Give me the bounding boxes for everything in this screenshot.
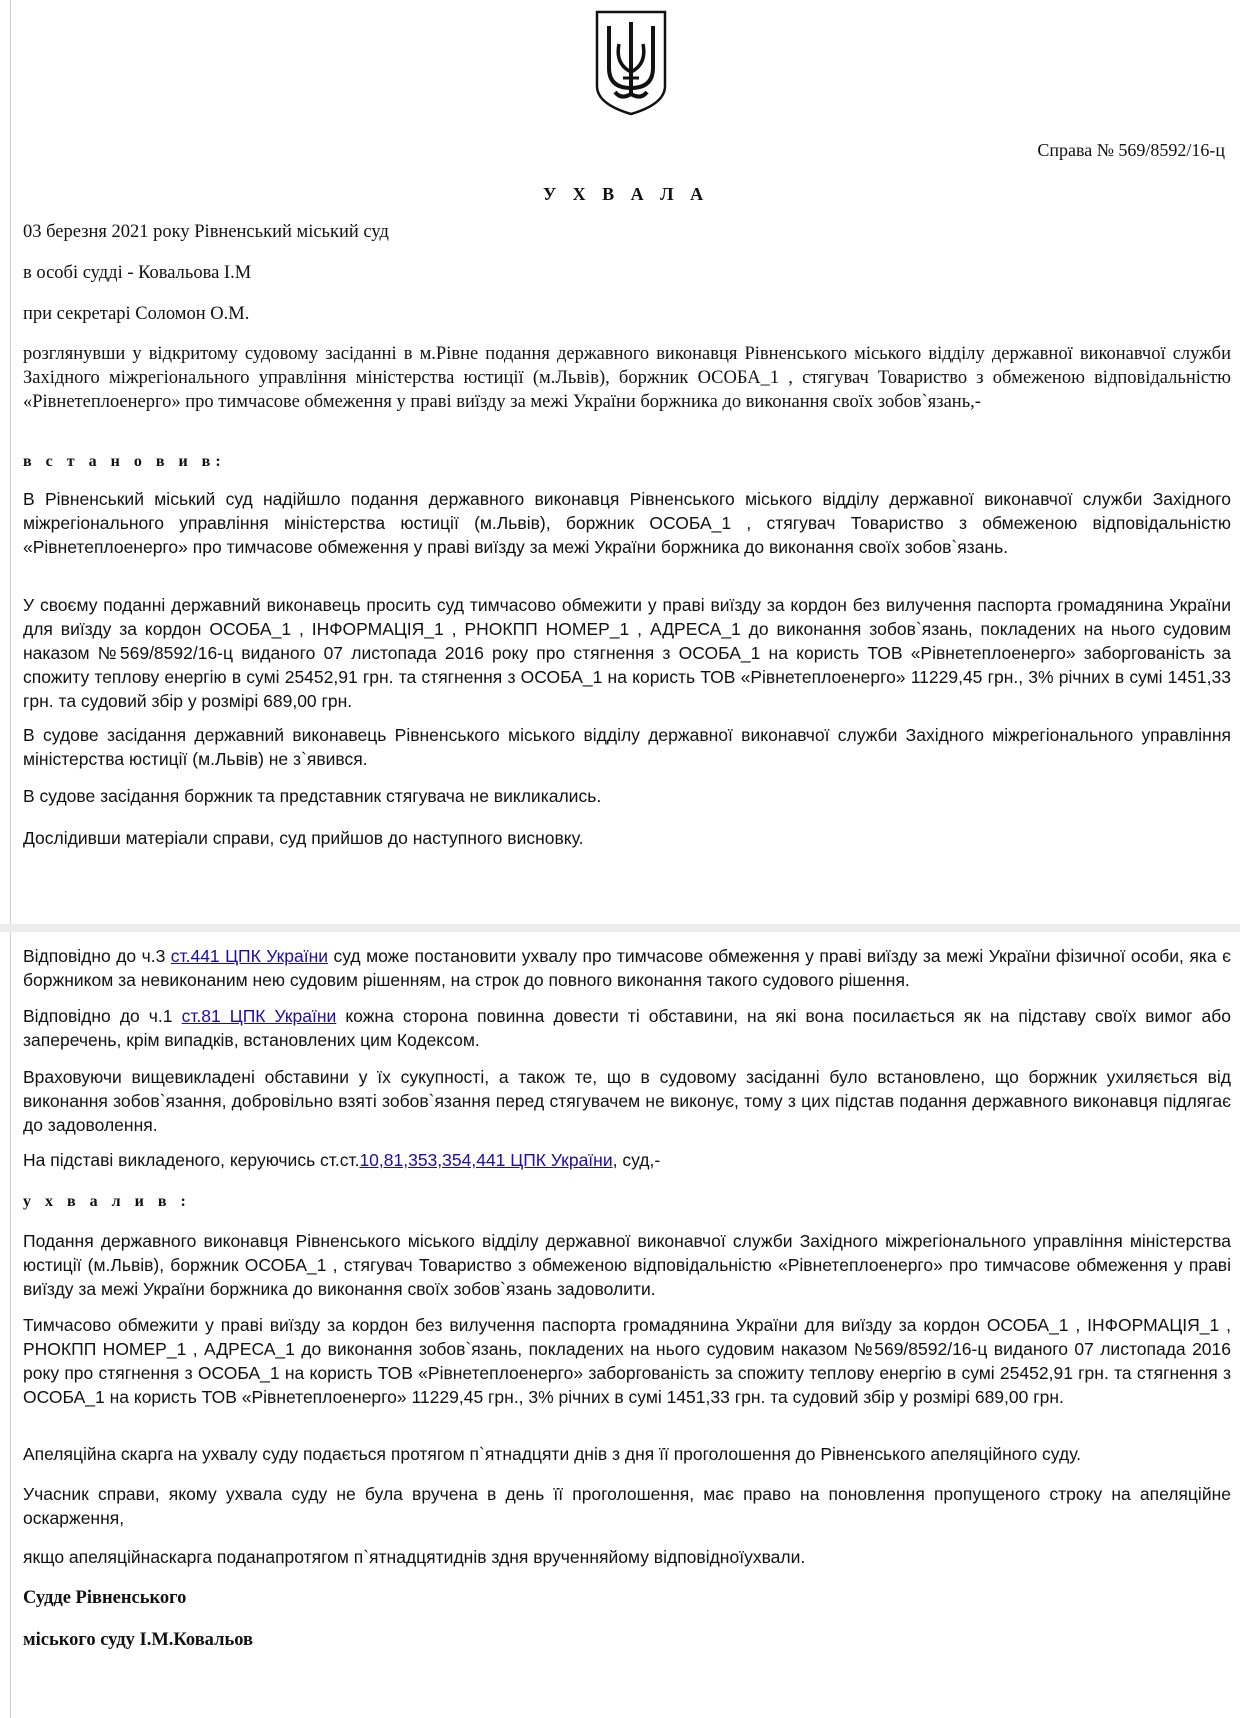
reasoning-paragraph-3: Враховуючи вищевикладені обставини у їх сукупності, а також те, що в судовому засіданні було встановлено, що боржник ухиляється від виконання зобов`язання, добровільно взяті зобов`язання перед стягувачем не виконує, тому з цих підстав подання державного виконавця підлягає до задоволення. <box>23 1067 1231 1135</box>
established-paragraph-4: В судове засідання боржник та представник стягувача не викликались. <box>23 786 602 806</box>
reasoning-1-text-end: суд може постановити ухвалу про тимчасове обмеження у праві виїзду за межі України фізичної особи, яка є боржником за невиконаним нею судовим рішенням, на строк до повного виконання такого судового рішення. <box>23 946 1231 990</box>
reasoning-paragraph-1 <box>23 944 1231 992</box>
reasoning-paragraph-4 <box>23 1148 1231 1172</box>
intro-considered: розглянувши у відкритому судовому засіданні в м.Рівне подання державного виконавця Рівненського міського відділу державної виконавчої служби Західного міжрегіонального управління міністерства юстиції (м.Львів), боржник ОСОБА_1 , стягувач Товариство з обмеженою відповідальністю «Рівнетеплоенерго» про тимчасове обмеження у праві виїзду за межі України боржника до виконання своїх зобов`язань,- <box>23 344 1231 412</box>
established-paragraph-5: Дослідивши матеріали справи, суд прийшов до наступного висновку. <box>23 828 584 848</box>
intro-date-court: 03 березня 2021 року Рівненський міський суд <box>23 222 389 242</box>
decision-heading: у х в а л и в : <box>23 1193 191 1210</box>
decision-paragraph-5: якщо апеляційнаскарга поданапротягом п`ятнадцятиднів здня врученняйому відповідноїухвали. <box>23 1547 806 1567</box>
document-page-1 <box>10 0 1240 925</box>
established-paragraph-3: В судове засідання державний виконавець Рівненського міського відділу державної виконавчої служби Західного міжрегіонального управління міністерства юстиції (м.Львів) не з`явився. <box>23 725 1231 769</box>
reasoning-4-text-end: , суд,- <box>612 1150 661 1170</box>
reasoning-2-text-start: Відповідно до ч.1 <box>23 1006 182 1026</box>
reasoning-1-text-start: Відповідно до ч.3 <box>23 946 171 966</box>
link-articles-list[interactable]: 10,81,353,354,441 ЦПК України <box>359 1150 613 1170</box>
case-number: Справа № 569/8592/16-ц <box>1037 140 1225 160</box>
signature-line-2: міського суду І.М.Ковальов <box>23 1630 254 1650</box>
link-article-441[interactable]: ст.441 ЦПК України <box>170 946 329 966</box>
decision-paragraph-4: Учасник справи, якому ухвала суду не була вручена в день її проголошення, має право на поновлення пропущеного строку на апеляційне оскарження, <box>23 1484 1231 1528</box>
coat-of-arms-emblem <box>591 8 671 118</box>
reasoning-4-text-start: На підставі викладеного, керуючись ст.ст. <box>23 1150 360 1170</box>
decision-paragraph-1: Подання державного виконавця Рівненського міського відділу державної виконавчої служби Західного міжрегіонального управління міністерства юстиції (м.Львів), боржник ОСОБА_1 , стягувач Товариство з обмеженою відповідальністю «Рівнетеплоенерго» про тимчасове обмеження у праві виїзду за межі України боржника до виконання своїх зобов`язань задоволити. <box>23 1231 1231 1299</box>
reasoning-paragraph-2 <box>23 1004 1231 1052</box>
established-paragraph-1: В Рівненський міський суд надійшло подання державного виконавця Рівненського міського відділу державної виконавчої служби Західного міжрегіонального управління міністерства юстиції (м.Львів), боржник ОСОБА_1 , стягувач Товариство з обмеженою відповідальністю «Рівнетеплоенерго» про тимчасове обмеження у праві виїзду за межі України боржника до виконання своїх зобов`язань. <box>23 489 1231 557</box>
reasoning-2-text-end: кожна сторона повинна довести ті обставини, на які вона посилається як на підставу своїх вимог або заперечень, крім випадків, встановлених цим Кодексом. <box>23 1006 1231 1050</box>
signature-line-1: Судде Рівненського <box>23 1588 187 1608</box>
decision-paragraph-2: Тимчасово обмежити у праві виїзду за кордон без вилучення паспорта громадянина України для виїзду за кордон ОСОБА_1 , ІНФОРМАЦІЯ_1 , РНОКПП НОМЕР_1 , АДРЕСА_1 до виконання зобов`язань, покладених на нього судовим наказом №569/8592/16-ц виданого 07 листопада 2016 року про стягнення з ОСОБА_1 на користь ТОВ «Рівнетеплоенерго» заборгованість за спожиту теплову енергію в сумі 25452,91 грн. та стягнення з ОСОБА_1 на користь ТОВ «Рівнетеплоенерго» 11229,45 грн., 3% річних в сумі 1451,33 грн. та судовий збір у розмірі 689,00 грн. <box>23 1315 1231 1407</box>
link-article-81[interactable]: ст.81 ЦПК України <box>181 1006 337 1026</box>
document-page-2 <box>10 932 1240 1718</box>
document-title: У Х В А Л А <box>542 184 710 204</box>
intro-secretary: при секретарі Соломон О.М. <box>23 304 250 324</box>
intro-judge: в особі судді - Ковальова І.М <box>23 263 252 283</box>
decision-paragraph-3: Апеляційна скарга на ухвалу суду подається протягом п`ятнадцяти днів з дня її проголошення до Рівненського апеляційного суду. <box>23 1444 1082 1464</box>
page-gap <box>0 924 1240 932</box>
established-heading: в с т а н о в и в: <box>23 453 226 470</box>
established-paragraph-2: У своєму поданні державний виконавець просить суд тимчасово обмежити у праві виїзду за кордон без вилучення паспорта громадянина України для виїзду за кордон ОСОБА_1 , ІНФОРМАЦІЯ_1 , РНОКПП НОМЕР_1 , АДРЕСА_1 до виконання зобов`язань, покладених на нього судовим наказом №569/8592/16-ц виданого 07 листопада 2016 року про стягнення з ОСОБА_1 на користь ТОВ «Рівнетеплоенерго» заборгованість за спожиту теплову енергію в сумі 25452,91 грн. та стягнення з ОСОБА_1 на користь ТОВ «Рівнетеплоенерго» 11229,45 грн., 3% річних в сумі 1451,33 грн. та судовий збір у розмірі 689,00 грн. <box>23 595 1231 711</box>
